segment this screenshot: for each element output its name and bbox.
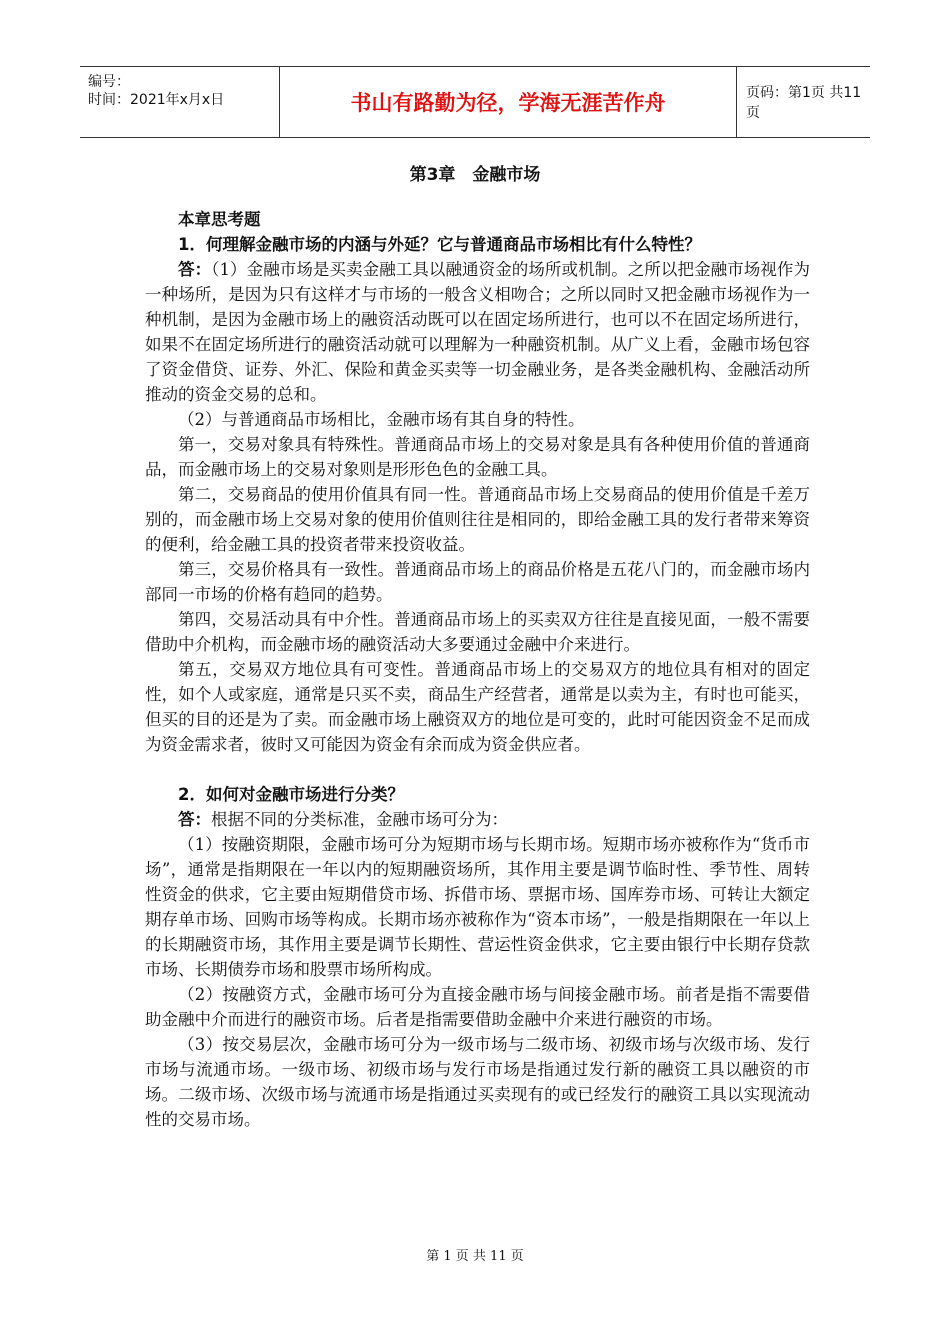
q1-answer-paragraph-3: 第一，交易对象具有特殊性。普通商品市场上的交易对象是具有各种使用价值的普通商品，而金融市场上的交易对象则是形形色色的金融工具。 xyxy=(145,435,810,479)
q2-answer-paragraph-2: （2）按融资方式，金融市场可分为直接金融市场与间接金融市场。前者是指不需要借助金融中介而进行的融资市场。后者是指需要借助金融中介来进行融资的市场。 xyxy=(145,985,810,1029)
q2-answer-paragraph-3: （3）按交易层次，金融市场可分为一级市场与二级市场、初级市场与次级市场、发行市场与流通市场。一级市场、初级市场与发行市场是指通过发行新的融资工具以融资的市场。二级市场、次级市场与流通市场是指通过买卖现有的或已经发行的融资工具以实现流动性的交易市场。 xyxy=(145,1035,810,1129)
q1-answer-paragraph-5: 第三，交易价格具有一致性。普通商品市场上的商品价格是五花八门的，而金融市场内部同一市场的价格有趋同的趋势。 xyxy=(145,560,810,604)
header-motto: 书山有路勤为径，学海无涯苦作舟 xyxy=(280,67,737,137)
document-date: 时间：2021年x月x日 xyxy=(88,92,225,108)
q2-answer-paragraph-1: （1）按融资期限，金融市场可分为短期市场与长期市场。短期市场亦被称作为“货币市场”，通常是指期限在一年以内的短期融资场所，其作用主要是调节临时性、季节性、周转性资金的供求，它主要由短期借贷市场、拆借市场、票据市场、国库券市场、可转让大额定期存单市场、回购市场等构成。长期市场亦被称作为“资本市场”，一般是指期限在一年以上的长期融资市场，其作用主要是调节长期性、营运性资金供求，它主要由银行中长期存贷款市场、长期债券市场和股票市场所构成。 xyxy=(145,835,810,979)
q1-answer-paragraph-2: （2）与普通商品市场相比，金融市场有其自身的特性。 xyxy=(178,410,585,429)
section-heading: 本章思考题 xyxy=(178,210,261,229)
header-meta xyxy=(80,67,280,137)
question-2: 2．如何对金融市场进行分类？ xyxy=(178,785,404,804)
q1-answer-paragraph-6: 第四，交易活动具有中介性。普通商品市场上的买卖双方往往是直接见面，一般不需要借助中介机构，而金融市场的融资活动大多要通过金融中介来进行。 xyxy=(145,610,810,654)
q1-answer-paragraph-1: 答：（1）金融市场是买卖金融工具以融通资金的场所或机制。之所以把金融市场视作为一种场所，是因为只有这样才与市场的一般含义相吻合；之所以同时又把金融市场视作为一种机制，是因为金融市场上的融资活动既可以在固定场所进行，也可以不在固定场所进行，如果不在固定场所进行的融资活动就可以理解为一种融资机制。从广义上看，金融市场包容了资金借贷、证券、外汇、保险和黄金买卖等一切金融业务，是各类金融机构、金融活动所推动的资金交易的总和。 xyxy=(145,260,811,404)
q2-answer-intro: 答：根据不同的分类标准，金融市场可分为： xyxy=(178,810,508,829)
answer-label: 答： xyxy=(178,810,211,829)
page-header xyxy=(80,66,870,138)
spacer xyxy=(145,757,810,782)
q1-answer-paragraph-4: 第二，交易商品的使用价值具有同一性。普通商品市场上交易商品的使用价值是千差万别的，而金融市场上交易对象的使用价值则往往是相同的，即给金融工具的发行者带来筹资的便利，给金融工具的投资者带来投资收益。 xyxy=(145,485,810,554)
q1-answer-paragraph-7: 第五，交易双方地位具有可变性。普通商品市场上的交易双方的地位具有相对的固定性，如个人或家庭，通常是只买不卖，商品生产经营者，通常是以卖为主，有时也可能买，但买的目的还是为了卖。而金融市场上融资双方的地位是可变的，此时可能因资金不足而成为资金需求者，彼时又可能因为资金有余而成为资金供应者。 xyxy=(145,660,810,754)
header-page-info: 页码：第1页 共11页 xyxy=(746,85,862,121)
question-1: 1．何理解金融市场的内涵与外延？它与普通商品市场相比有什么特性？ xyxy=(178,235,701,254)
answer-label: 答： xyxy=(178,260,212,279)
chapter-title: 第3章 金融市场 xyxy=(409,165,541,185)
page-footer: 第 1 页 共 11 页 xyxy=(426,1249,524,1264)
document-number-label: 编号： xyxy=(88,74,130,90)
document-body xyxy=(145,207,810,1132)
